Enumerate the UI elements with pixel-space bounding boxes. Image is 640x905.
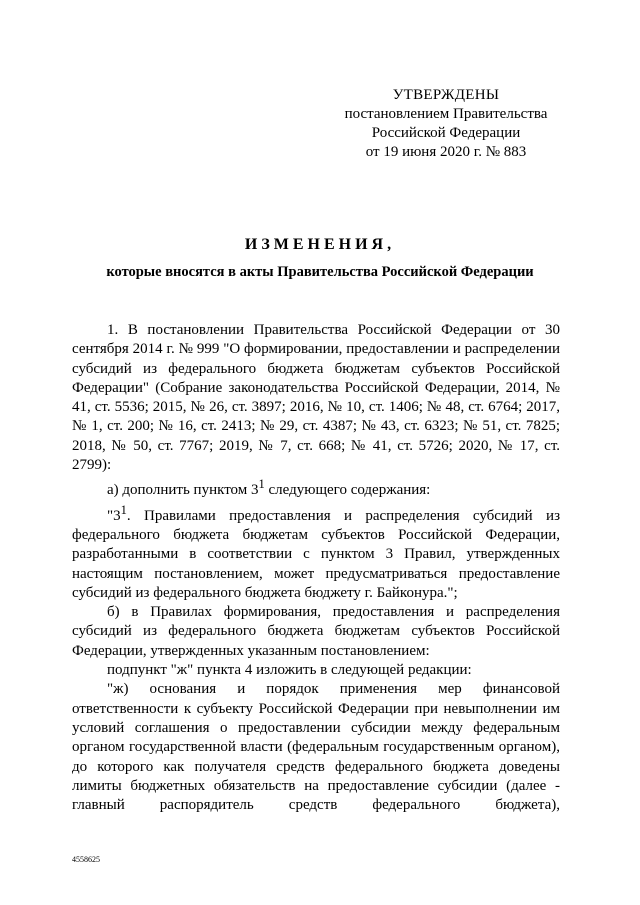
document-body — [72, 321, 560, 815]
paragraph-1: 1. В постановлении Правительства Российской Федерации от 30 сентября 2014 г. № 999 "О формировании, предоставлении и распределении субсидий из федерального бюджета бюджетам субъектов Российской Федерации" (Собрание законодательства Российской Федерации, 2014, № 41, ст. 5536; 2015, № 26, ст. 3897; 2016, № 10, ст. 1406; № 48, ст. 6764; 2017, № 1, ст. 200; № 16, ст. 2413; № 29, ст. 4387; № 43, ст. 6323; № 51, ст. 7825; 2018, № 50, ст. 7767; 2019, № 7, ст. 668; № 41, ст. 5726; 2020, № 17, ст. 2799): — [72, 322, 560, 474]
document-subtitle: которые вносятся в акты Правительства Российской Федерации — [106, 264, 534, 280]
paragraph-2-superscript: 1 — [258, 477, 265, 492]
paragraph-2 — [72, 475, 560, 500]
paragraph-3-pre: "3 — [107, 507, 121, 524]
paragraph-5: подпункт "ж" пункта 4 изложить в следующей редакции: — [107, 662, 472, 679]
paragraph-6: "ж) основания и порядок применения мер финансовой ответственности к субъекту Российской Федерации при невыполнении им условий соглашения о предоставлении субсидии между федеральным органом государственной власти (федеральным государственным органом), до которого как получателя средств федерального бюджета доведены лимиты бюджетных обязательств на предоставление субсидии (далее - главный распорядитель средств федерального бюджета), — [72, 681, 560, 814]
approval-line-2: Российской Федерации — [371, 125, 521, 141]
paragraph-3 — [72, 501, 560, 603]
paragraph-3-superscript: 1 — [120, 502, 127, 517]
approval-heading: УТВЕРЖДЕНЫ — [392, 87, 500, 103]
document-title: ИЗМЕНЕНИЯ, — [244, 236, 396, 253]
paragraph-2-pre: а) дополнить пунктом 3 — [107, 482, 259, 499]
paragraph-2-post: следующего содержания: — [264, 482, 431, 499]
approval-line-3: от 19 июня 2020 г. № 883 — [365, 144, 527, 160]
paragraph-3-post: . Правилами предоставления и распределения субсидий из федерального бюджета бюджетам субъектов Российской Федерации, разработанными в соответствии с пунктом 3 Правил, утвержденных настоящим постановлением, может предусматриваться предоставление субсидий из федерального бюджета бюджету г. Байконура."; — [72, 507, 560, 601]
approval-line-1: постановлением Правительства — [344, 106, 548, 122]
document-number: 4558625 — [72, 855, 100, 864]
approval-stamp — [336, 86, 556, 162]
paragraph-4: б) в Правилах формирования, предоставления и распределения субсидий из федерального бюджета бюджетам субъектов Российской Федерации, утвержденных указанным постановлением: — [72, 604, 560, 659]
